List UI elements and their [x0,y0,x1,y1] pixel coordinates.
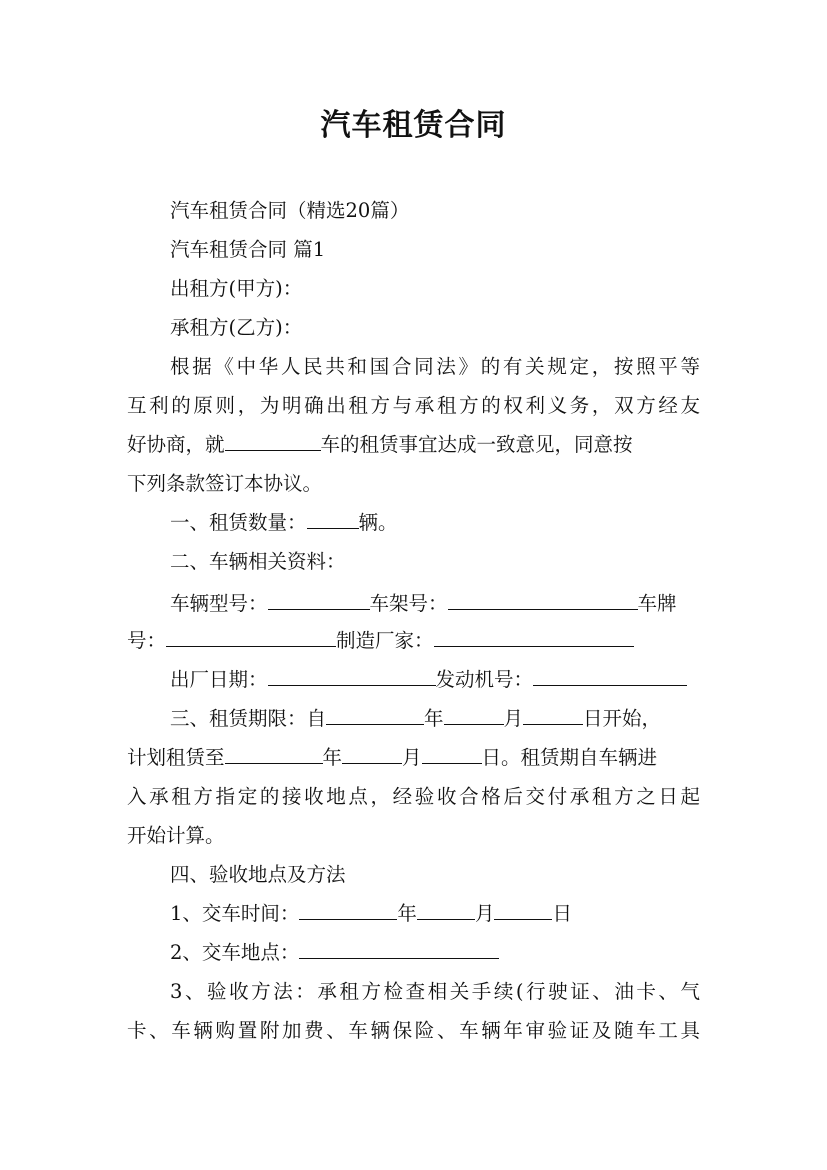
text-segment: 年 [424,707,444,730]
blank-field[interactable] [225,744,323,764]
paragraph-line: 入承租方指定的接收地点，经验收合格后交付承租方之日起 [127,785,700,808]
document-title: 汽车租赁合同 [320,108,507,143]
text-segment: 1、交车时间： [170,902,300,925]
blank-field[interactable] [299,900,397,920]
blank-field[interactable] [417,900,475,920]
blank-field[interactable] [299,939,499,959]
paragraph-line: 下列条款签订本协议。 [127,472,323,495]
section-heading: 四、验收地点及方法 [170,863,346,886]
blank-field[interactable] [494,900,552,920]
vehicle-info-heading: 二、车辆相关资料： [170,550,346,573]
text-segment: 计划租赁至 [127,746,225,769]
text-segment: 车牌 [637,592,677,615]
blank-field[interactable] [307,509,359,529]
blank-field[interactable] [523,705,583,725]
text-segment: 号： [127,629,167,652]
vehicle-info-line [170,666,687,694]
blank-field[interactable] [326,705,424,725]
paragraph-line: 互利的原则，为明确出租方与承租方的权利义务，双方经友 [127,394,700,417]
blank-field[interactable] [448,590,638,610]
text-segment: 年 [397,902,417,925]
blank-field[interactable] [444,705,504,725]
text-segment: 车架号： [369,592,448,615]
paragraph-line: 卡、车辆购置附加费、车辆保险、车辆年审验证及随车工具 [127,1019,700,1042]
blank-field[interactable] [268,590,370,610]
text-segment: 一、租赁数量： [170,511,307,534]
lease-term-line [127,744,657,772]
text-segment: 月 [402,746,422,769]
lease-term-line [170,705,661,733]
subtitle-line: 汽车租赁合同（精选20篇） [170,199,410,222]
text-segment: 月 [474,902,495,925]
vehicle-info-line [127,627,634,655]
text-segment: 日。租赁期自车辆进 [481,746,658,769]
text-segment: 出厂日期： [170,668,268,691]
vehicle-info-line [170,590,677,618]
text-segment: 日 [552,902,572,925]
quantity-line [170,509,398,537]
text-segment: 三、租赁期限：自 [170,707,327,730]
lessor-line: 出租方(甲方)： [170,277,303,300]
text-segment: 车的租赁事宜达成一致意见，同意按 [320,433,633,456]
text-segment: 月 [503,707,524,730]
lessee-line: 承租方(乙方)： [170,316,303,339]
blank-field[interactable] [422,744,482,764]
section-heading: 汽车租赁合同 篇1 [170,238,326,261]
blank-field[interactable] [533,666,687,686]
delivery-place-line [170,939,499,967]
text-segment: 辆。 [358,511,398,534]
paragraph-line: 开始计算。 [127,824,225,847]
delivery-time-line [170,900,572,928]
text-segment: 好协商，就 [127,433,225,456]
blank-field[interactable] [268,666,436,686]
blank-field[interactable] [166,627,336,647]
text-segment: 发动机号： [435,668,534,691]
paragraph-line: 根据《中华人民共和国合同法》的有关规定，按照平等 [170,355,700,378]
text-segment: 日开始， [583,707,662,730]
blank-field[interactable] [434,627,634,647]
blank-field[interactable] [225,431,321,451]
paragraph-line: 3、验收方法：承租方检查相关手续(行驶证、油卡、气 [170,980,700,1003]
paragraph-line [127,431,633,459]
text-segment: 车辆型号： [170,592,268,615]
text-segment: 制造厂家： [336,629,434,652]
text-segment: 2、交车地点： [170,941,300,964]
text-segment: 年 [322,746,343,769]
blank-field[interactable] [342,744,402,764]
